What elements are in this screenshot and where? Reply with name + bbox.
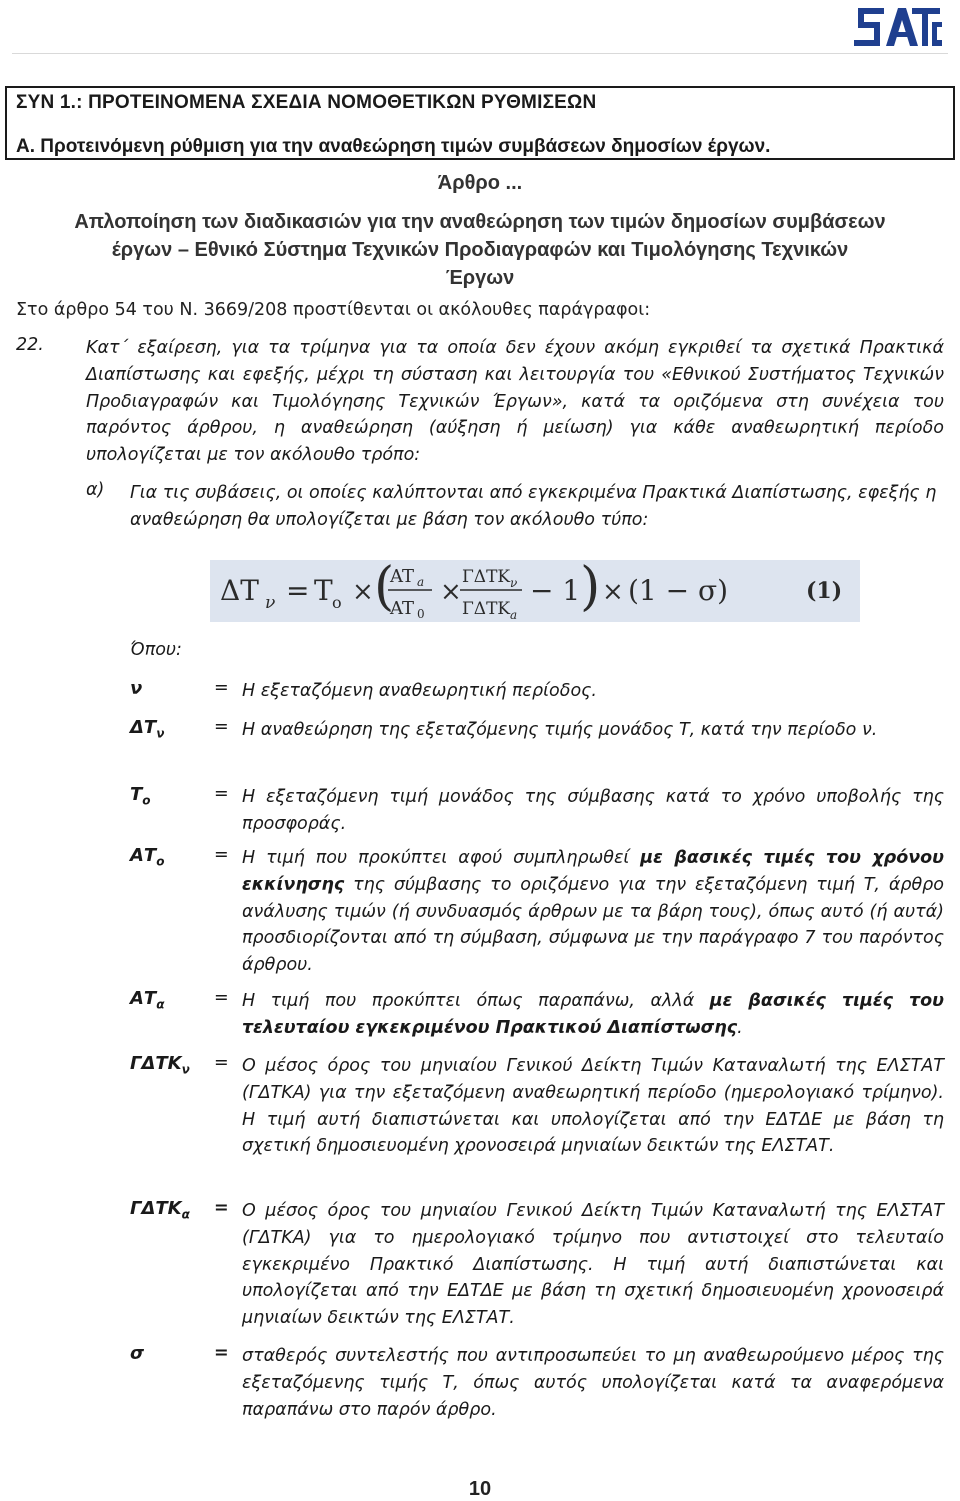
formula-den1-sub: 0 — [417, 607, 425, 621]
definition-text: Η αναθεώρηση της εξεταζόμενης τιμής μονάδος Τ, κατά την περίοδο ν. — [242, 720, 878, 740]
definition-equals: = — [214, 784, 229, 804]
definition-equals: = — [214, 678, 229, 698]
article-intro: Στο άρθρο 54 του Ν. 3669/208 προστίθενται οι ακόλουθες παράγραφοι: — [16, 300, 651, 320]
formula-den2-sub: a — [510, 608, 518, 622]
definition-text: σταθερός συντελεστής που αντιπροσωπεύει το μη αναθεωρούμενο μέρος της εξεταζόμενης τιμής Τ, όπως αυτός υπολογίζεται κατά τα αναφερόμενα παραπάνω στο παρόν άρθρο. — [242, 1346, 944, 1420]
definition-equals: = — [214, 1053, 229, 1073]
formula-paren-close: ) — [580, 560, 601, 617]
formula-den2: ΓΔΤΚ — [462, 599, 511, 619]
definition-text: Η εξεταζόμενη τιμή μονάδος της σύμβασης κατά το χρόνο υποβολής της προσφοράς. — [242, 787, 944, 834]
formula-times-3: × — [602, 577, 624, 607]
article-title — [30, 208, 930, 292]
definition-equals: = — [214, 1198, 229, 1218]
formula-num1-sub: a — [417, 575, 425, 589]
definition-symbol: $\Gamma\Delta TK_\nu$ — [130, 1053, 190, 1077]
formula-lhs: ΔT — [220, 574, 259, 607]
definition-equals: = — [214, 988, 229, 1008]
article-title-line-1: Απλοποίηση των διαδικασιών για την αναθεώρηση των τιμών δημοσίων συμβάσεων — [74, 211, 886, 233]
definition-equals: = — [214, 717, 229, 737]
definition-text: Η τιμή που προκύπτει αφού συμπληρωθεί με βασικές τιμές του χρόνου εκκίνησης της σύμβασης το οριζόμενο για την εξεταζόμενη τιμή Τ, άρθρο ανάλυσης τιμών (ή συνδυασμός άρθρων με τα βάρη τους), όπως αυτό (ή αυτά) προσδιορίζονται από τη σύμβαση, σύμφωνα με την παράγραφο 7 του παρόντος άρθρου. — [242, 848, 944, 976]
formula-equals: = — [286, 574, 310, 607]
article-number: Άρθρο ... — [437, 172, 523, 194]
formula-t0-sub: o — [332, 593, 342, 612]
section-title: ΣΥΝ 1.: ΠΡΟΤΕΙΝΟΜΕΝΑ ΣΧΕΔΙΑ ΝΟΜΟΘΕΤΙΚΩΝ ΡΥΘΜΙΣΕΩΝ — [16, 92, 597, 113]
where-label: Όπου: — [130, 640, 182, 660]
definition-symbol: σ — [130, 1343, 145, 1364]
item-a-text: Για τις συβάσεις, οι οποίες καλύπτονται από εγκεκριμένα Πρακτικά Διαπίστωσης, εφεξής η αναθεώρηση θα υπολογίζεται με βάση τον ακόλουθο τύπο: — [130, 483, 937, 530]
formula-graphic — [210, 560, 860, 622]
formula-num1: AT — [390, 566, 415, 587]
header-rule — [12, 53, 948, 54]
formula-times-2: × — [440, 577, 462, 607]
definition-text: Η εξεταζόμενη αναθεωρητική περίοδος. — [242, 681, 597, 701]
sate-logo — [852, 6, 944, 50]
formula-num2-sub: ν — [510, 576, 518, 590]
formula-lhs-sub: ν — [265, 593, 276, 613]
formula-label: (1) — [806, 578, 843, 604]
definition-symbol: $AT_o$ — [130, 845, 165, 869]
formula-times-1: × — [352, 577, 374, 607]
article-title-line-2: έργων – Εθνικό Σύστημα Τεχνικών Προδιαγραφών και Τιμολόγησης Τεχνικών — [111, 239, 849, 261]
formula-den1: AT — [390, 598, 415, 619]
definition-equals: = — [214, 1343, 229, 1363]
definition-text: Ο μέσος όρος του μηνιαίου Γενικού Δείκτη Τιμών Καταναλωτή της ΕΛΣΤΑΤ (ΓΔΤΚΑ) για την εξεταζόμενη αναθεωρητική περίοδο (ημερολογιακό τρίμηνο). Η τιμή αυτή διαπιστώνεται και υπολογίζεται από την ΕΔΤΔΕ με βάση τη σχετική δημοσιευομένη χρονοσειρά μηνιαίων δεικτών της ΕΛΣΤΑΤ. — [242, 1056, 944, 1157]
definition-symbol: $T_o$ — [130, 784, 151, 808]
item-a-label: α) — [86, 480, 105, 500]
definition-equals: = — [214, 845, 229, 865]
formula-t0: T — [314, 574, 333, 607]
formula-minus-one: − 1 — [530, 574, 581, 607]
section-subtitle: Α. Προτεινόμενη ρύθμιση για την αναθεώρηση τιμών συμβάσεων δημοσίων έργων. — [16, 136, 771, 157]
formula-num2: ΓΔΤΚ — [462, 567, 511, 587]
definition-symbol: $\Delta T_\nu$ — [130, 717, 165, 741]
page-number: 10 — [468, 1478, 492, 1500]
paragraph-number: 22. — [16, 335, 44, 355]
article-title-line-3: Έργων — [445, 267, 515, 289]
formula-paren-open: ( — [374, 560, 395, 617]
definition-symbol: $AT_\alpha$ — [130, 988, 165, 1012]
paragraph-text: Κατ΄ εξαίρεση, για τα τρίμηνα για τα οποία δεν έχουν ακόμη εγκριθεί τα σχετικά Πρακτικά Διαπίστωσης και εφεξής, μέχρι τη σύσταση και λειτουργία του «Εθνικού Συστήματος Τεχνικών Προδιαγραφών και Τιμολόγησης Τεχνικών Έργων», κατά τα οριζόμενα στη συνέχεια του παρόντος άρθρου, η αναθεώρηση (αύξηση ή μείωση) για κάθε αναθεωρητική περίοδο υπολογίζεται με τον ακόλουθο τρόπο: — [86, 338, 944, 466]
definition-symbol: $\Gamma\Delta TK_\alpha$ — [130, 1198, 190, 1222]
formula-factor: (1 − σ) — [628, 574, 729, 607]
formula-box — [210, 560, 860, 622]
definition-symbol: ν — [130, 678, 143, 699]
definition-text: Ο μέσος όρος του μηνιαίου Γενικού Δείκτη Τιμών Καταναλωτή της ΕΛΣΤΑΤ (ΓΔΤΚΑ) για το ημερολογιακό τρίμηνο που αντιστοιχεί στο τελευταίο εγκεκριμένο Πρακτικό Διαπίστωσης. Η τιμή αυτή διαπιστώνεται και υπολογίζεται από την ΕΔΤΔΕ με βάση τη σχετική δημοσιευομένη χρονοσειρά μηνιαίων δεικτών της ΕΛΣΤΑΤ. — [242, 1201, 944, 1329]
definition-text: Η τιμή που προκύπτει όπως παραπάνω, αλλά με βασικές τιμές του τελευταίου εγκεκριμένου Πρακτικού Διαπίστωσης. — [242, 991, 944, 1038]
